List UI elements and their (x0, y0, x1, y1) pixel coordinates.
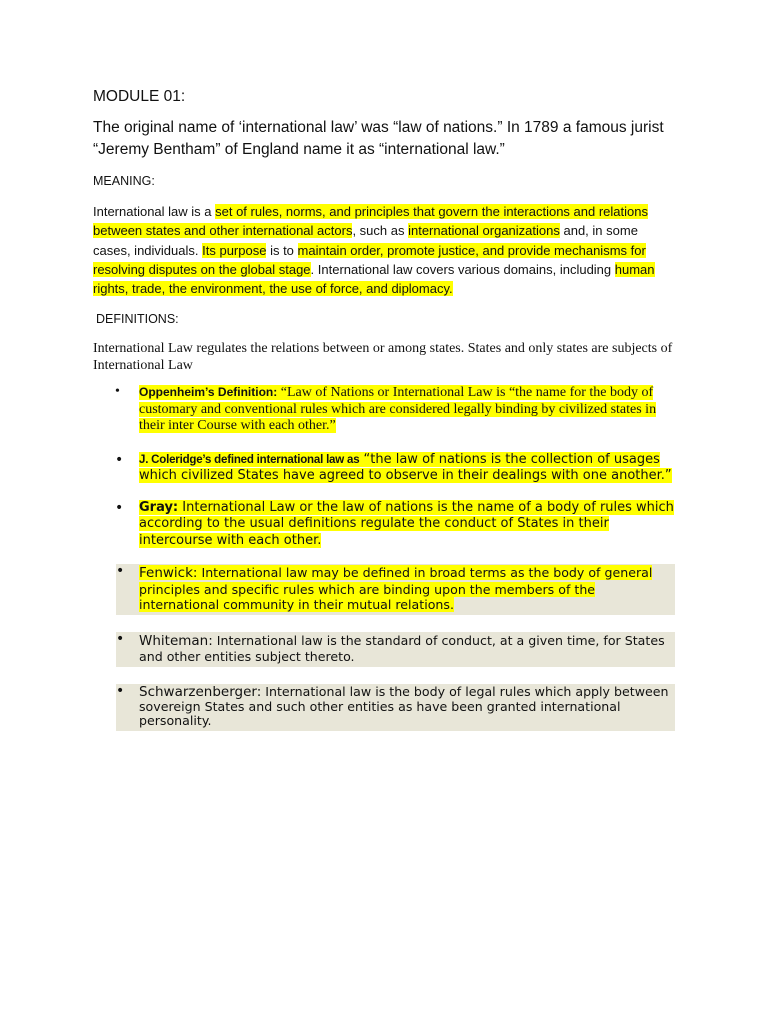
bullet-icon: • (116, 630, 125, 647)
bullet-icon: • (115, 384, 120, 400)
module-heading: MODULE 01: (93, 88, 186, 105)
bullet-icon: • (116, 563, 125, 580)
definition-name: Oppenheim’s Definition: (139, 385, 278, 400)
definition-gray (93, 500, 675, 550)
meaning-highlight-5: human rights, trade, the environment, the use of force, and diplomacy. (93, 261, 655, 297)
meaning-text-3: and, in some cases, individuals. (93, 223, 638, 258)
bullet-icon: • (115, 451, 124, 468)
meaning-highlight-4: maintain order, promote justice, and provide mechanisms for resolving disputes on the global stage (93, 242, 646, 277)
meaning-text-2: , such as (352, 223, 409, 239)
meaning-highlight-2: international organizations (408, 223, 560, 239)
definition-text: International law is the body of legal rules which apply between sovereign States and such other entities as have been granted international personality. (139, 683, 669, 729)
definitions-intro: International Law regulates the relations between or among states. States and only states are subjects of International Law (93, 341, 673, 374)
intro-paragraph: The original name of ‘international law’ was “law of nations.” In 1789 a famous jurist “Jeremy Bentham” of England name it as “international law.” (93, 119, 664, 158)
definition-oppenheim (93, 384, 675, 435)
definition-name: Whiteman: (139, 632, 213, 649)
definition-name: J. Coleridge’s defined international law as (139, 453, 360, 466)
meaning-paragraph (93, 202, 675, 298)
meaning-text-5: . International law covers various domains, including (310, 261, 615, 277)
definition-fenwick (116, 564, 675, 615)
definition-text: “the law of nations is the collection of usages which civilized States have agreed to observe in their dealings with one another.” (139, 451, 672, 484)
definition-whiteman (116, 632, 675, 667)
definition-name: Schwarzenberger: (139, 683, 262, 700)
definition-coleridge (93, 452, 675, 485)
definitions-label: DEFINITIONS: (96, 312, 179, 327)
definition-text: International law may be defined in broad terms as the body of general principles and specific rules which are binding upon the members of the international community in their mutual relations. (139, 565, 653, 613)
definition-name: Fenwick: (139, 565, 198, 582)
meaning-text-4: is to (266, 242, 298, 258)
document-page (93, 88, 675, 731)
definition-schwarzenberger (116, 684, 675, 731)
bullet-icon: • (116, 682, 125, 699)
meaning-label: MEANING: (93, 174, 155, 188)
meaning-highlight-1: set of rules, norms, and principles that govern the interactions and relations between states and other international actors (93, 204, 648, 239)
meaning-highlight-3: Its purpose (202, 242, 267, 258)
definition-text: International Law or the law of nations is the name of a body of rules which according to the usual definitions regulate the conduct of States in their intercourse with each other. (139, 499, 674, 548)
bullet-icon: • (115, 499, 124, 516)
definitions-list (93, 384, 675, 731)
definition-name: Gray: (139, 499, 179, 515)
meaning-text-1: International law is a (93, 204, 216, 219)
definition-text: “Law of Nations or International Law is “the name for the body of customary and conventional rules which are considered legally binding by civilized states in their inter Course with each other.” (139, 385, 657, 434)
definition-text: International law is the standard of conduct, at a given time, for States and other entities subject thereto. (139, 632, 665, 665)
